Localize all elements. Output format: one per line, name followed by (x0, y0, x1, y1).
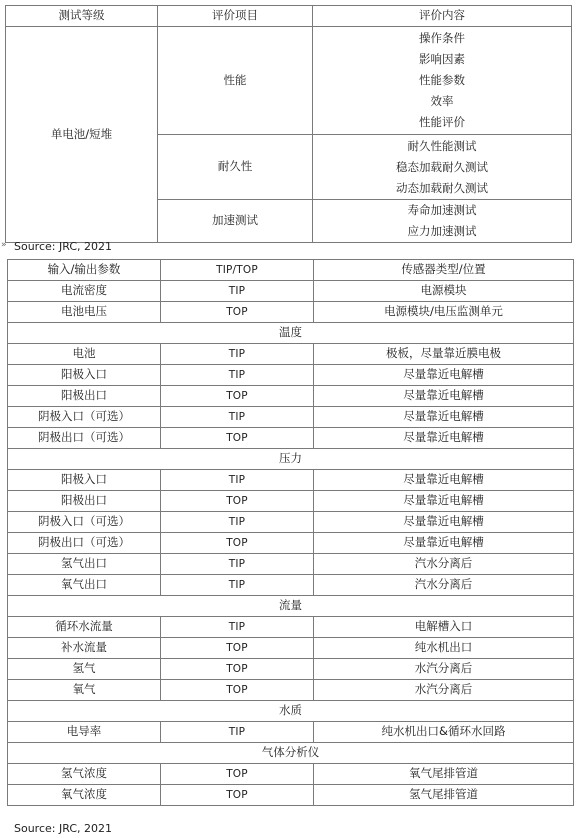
table-row (8, 344, 574, 365)
tip-top-cell: TOP (161, 764, 314, 785)
margin-arrow-icon: » (1, 240, 7, 250)
section-title: 温度 (8, 323, 574, 344)
eval-item-accelerated: 加速测试 (158, 200, 313, 243)
sensor-table (7, 259, 574, 806)
tip-top-cell: TOP (161, 659, 314, 680)
table-row (8, 680, 574, 701)
content-item: 效率 (430, 94, 454, 108)
tip-top-cell: TIP (161, 344, 314, 365)
table-row (8, 764, 574, 785)
tip-top-cell: TOP (161, 386, 314, 407)
table-row (8, 638, 574, 659)
table-row (8, 575, 574, 596)
tip-top-cell: TOP (161, 680, 314, 701)
tip-top-cell: TIP (161, 554, 314, 575)
table-row (8, 281, 574, 302)
tip-top-cell: TIP (161, 365, 314, 386)
sensor-table-header-row (8, 260, 574, 281)
param-cell: 电池 (8, 344, 161, 365)
sensor-location-cell: 汽水分离后 (314, 575, 574, 596)
table-row (8, 659, 574, 680)
section-row (8, 596, 574, 617)
tip-top-cell: TOP (161, 302, 314, 323)
table-row (8, 470, 574, 491)
param-cell: 氧气出口 (8, 575, 161, 596)
header-io-param: 输入/输出参数 (8, 260, 161, 281)
table-row (8, 491, 574, 512)
param-cell: 阴极出口（可选） (8, 533, 161, 554)
content-item: 性能参数 (419, 73, 465, 87)
tip-top-cell: TOP (161, 428, 314, 449)
eval-content-performance (313, 27, 572, 135)
tip-top-cell: TIP (161, 575, 314, 596)
evaluation-table-header-row (6, 6, 572, 27)
tip-top-cell: TIP (161, 617, 314, 638)
sensor-location-cell: 电解槽入口 (314, 617, 574, 638)
header-eval-item: 评价项目 (158, 6, 313, 27)
param-cell: 阴极出口（可选） (8, 428, 161, 449)
table-row (8, 722, 574, 743)
tip-top-cell: TIP (161, 722, 314, 743)
sensor-location-cell: 纯水机出口&循环水回路 (314, 722, 574, 743)
tip-top-cell: TOP (161, 638, 314, 659)
sensor-location-cell: 电源模块/电压监测单元 (314, 302, 574, 323)
param-cell: 氧气浓度 (8, 785, 161, 806)
sensor-location-cell: 水汽分离后 (314, 659, 574, 680)
tip-top-cell: TIP (161, 281, 314, 302)
section-title: 水质 (8, 701, 574, 722)
eval-content-durability (313, 135, 572, 200)
content-item: 应力加速测试 (407, 224, 477, 238)
section-row (8, 323, 574, 344)
section-title: 气体分析仪 (8, 743, 574, 764)
tip-top-cell: TIP (161, 470, 314, 491)
sensor-location-cell: 氧气尾排管道 (314, 764, 574, 785)
section-title: 流量 (8, 596, 574, 617)
source-note: Source: JRC, 2021 (14, 240, 112, 253)
param-cell: 氢气浓度 (8, 764, 161, 785)
sensor-location-cell: 尽量靠近电解槽 (314, 365, 574, 386)
table-row (8, 554, 574, 575)
tip-top-cell: TOP (161, 491, 314, 512)
param-cell: 阳极出口 (8, 386, 161, 407)
content-item: 操作条件 (419, 31, 465, 45)
table-row (8, 302, 574, 323)
sensor-location-cell: 纯水机出口 (314, 638, 574, 659)
table-row (8, 785, 574, 806)
section-title: 压力 (8, 449, 574, 470)
sensor-location-cell: 尽量靠近电解槽 (314, 428, 574, 449)
param-cell: 电流密度 (8, 281, 161, 302)
sensor-location-cell: 尽量靠近电解槽 (314, 491, 574, 512)
header-eval-content: 评价内容 (313, 6, 572, 27)
param-cell: 阴极入口（可选） (8, 407, 161, 428)
section-row (8, 743, 574, 764)
tip-top-cell: TOP (161, 533, 314, 554)
header-tip-top: TIP/TOP (161, 260, 314, 281)
sensor-location-cell: 极板，尽量靠近膜电极 (314, 344, 574, 365)
param-cell: 阴极入口（可选） (8, 512, 161, 533)
group-performance-row (6, 27, 572, 135)
param-cell: 电导率 (8, 722, 161, 743)
sensor-location-cell: 水汽分离后 (314, 680, 574, 701)
param-cell: 阳极出口 (8, 491, 161, 512)
sensor-location-cell: 尽量靠近电解槽 (314, 512, 574, 533)
evaluation-table (5, 5, 572, 243)
test-level-cell: 单电池/短堆 (6, 27, 158, 243)
content-item: 耐久性能测试 (407, 138, 477, 153)
section-row (8, 701, 574, 722)
header-test-level: 测试等级 (6, 6, 158, 27)
sensor-location-cell: 尽量靠近电解槽 (314, 386, 574, 407)
eval-content-accelerated (313, 200, 572, 243)
param-cell: 氧气 (8, 680, 161, 701)
param-cell: 阳极入口 (8, 470, 161, 491)
sensor-location-cell: 尽量靠近电解槽 (314, 470, 574, 491)
table-row (8, 386, 574, 407)
sensor-location-cell: 汽水分离后 (314, 554, 574, 575)
sensor-location-cell: 电源模块 (314, 281, 574, 302)
table-row (8, 617, 574, 638)
sensor-location-cell: 氢气尾排管道 (314, 785, 574, 806)
param-cell: 阳极入口 (8, 365, 161, 386)
tip-top-cell: TIP (161, 407, 314, 428)
param-cell: 氢气 (8, 659, 161, 680)
source-note: Source: JRC, 2021 (14, 822, 112, 835)
tip-top-cell: TIP (161, 512, 314, 533)
content-item: 稳态加载耐久测试 (396, 159, 488, 174)
section-row (8, 449, 574, 470)
param-cell: 电池电压 (8, 302, 161, 323)
sensor-location-cell: 尽量靠近电解槽 (314, 533, 574, 554)
eval-item-durability: 耐久性 (158, 135, 313, 200)
table-row (8, 365, 574, 386)
table-row (8, 407, 574, 428)
table-row (8, 512, 574, 533)
param-cell: 循环水流量 (8, 617, 161, 638)
tip-top-cell: TOP (161, 785, 314, 806)
table-row (8, 428, 574, 449)
content-item: 动态加载耐久测试 (396, 180, 488, 195)
table-row (8, 533, 574, 554)
sensor-location-cell: 尽量靠近电解槽 (314, 407, 574, 428)
content-item: 性能评价 (419, 115, 465, 129)
content-item: 寿命加速测试 (407, 203, 477, 217)
eval-item-performance: 性能 (158, 27, 313, 135)
param-cell: 补水流量 (8, 638, 161, 659)
content-item: 影响因素 (419, 52, 465, 66)
param-cell: 氢气出口 (8, 554, 161, 575)
header-sensor-location: 传感器类型/位置 (314, 260, 574, 281)
